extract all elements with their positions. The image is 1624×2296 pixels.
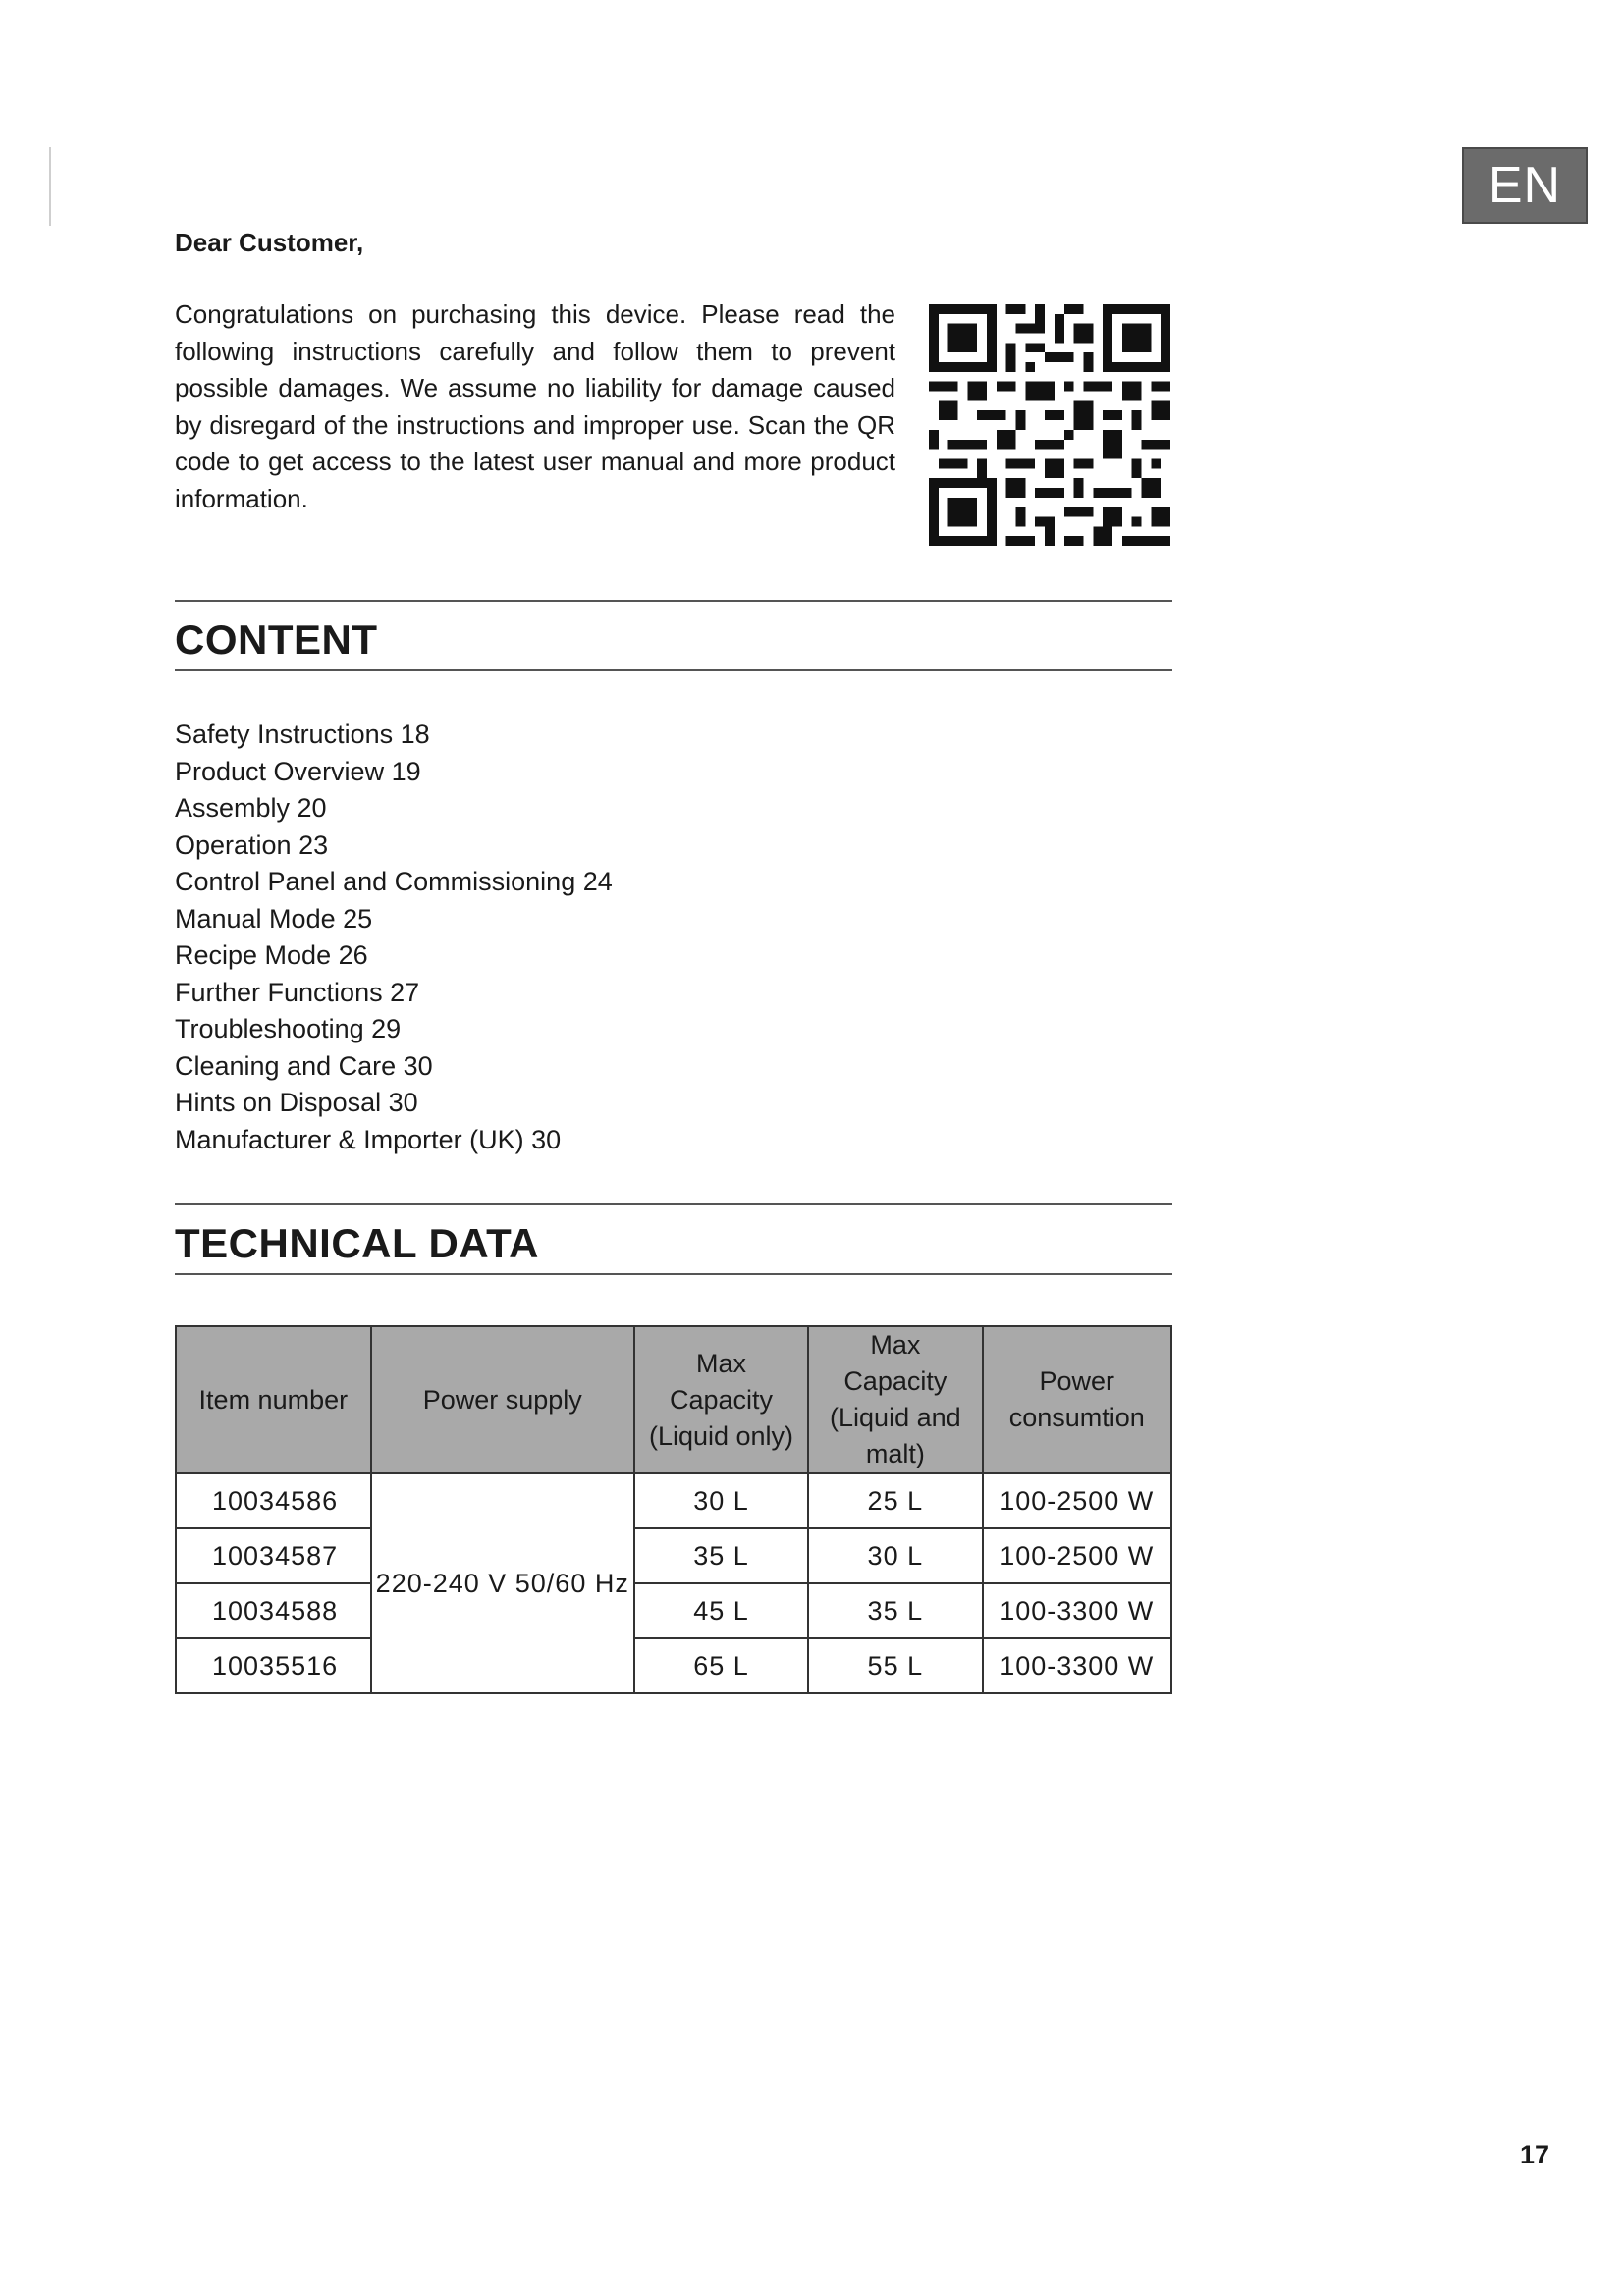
content-bottom-rule [175,669,1172,671]
techdata-title: TECHNICAL DATA [175,1220,539,1266]
toc-item[interactable]: Recipe Mode 26 [175,940,368,970]
toc-item[interactable]: Further Functions 27 [175,977,420,1007]
capacity-liquid-cell: 35 L [634,1528,808,1583]
header-power-consumption: Power consumtion [983,1326,1172,1473]
toc-item[interactable]: Manual Mode 25 [175,903,373,934]
header-item-number: Item number [176,1326,371,1473]
intro-paragraph: Congratulations on purchasing this device. Please read the following instructions carefully and follow them to prevent possible damages. We assume no liability for damage caused by disregard of the instructions and improper use. Scan the QR code to get access to the latest user manual and more product information. [175,299,895,513]
margin-mark [49,147,51,226]
capacity-malt-cell: 55 L [808,1638,982,1693]
technical-data-table [175,1325,1172,1694]
header-max-capacity-liquid-malt: Max Capacity (Liquid and malt) [808,1326,982,1473]
toc-item[interactable]: Safety Instructions 18 [175,720,430,749]
page-number: 17 [1520,2140,1550,2169]
language-badge: EN [1462,147,1588,224]
table-header-row [176,1326,1171,1473]
table-row [176,1528,1171,1583]
capacity-liquid-cell: 65 L [634,1638,808,1693]
toc-item[interactable]: Product Overview 19 [175,756,421,786]
power-consumption-cell: 100-2500 W [983,1473,1172,1528]
item-number-cell: 10034588 [176,1583,371,1638]
item-number-cell: 10034586 [176,1473,371,1528]
table-row [176,1473,1171,1528]
content-top-rule [175,600,1172,602]
content-title: CONTENT [175,616,378,663]
techdata-bottom-rule [175,1273,1172,1275]
capacity-malt-cell: 35 L [808,1583,982,1638]
toc-item[interactable]: Manufacturer & Importer (UK) 30 [175,1124,562,1154]
capacity-liquid-cell: 30 L [634,1473,808,1528]
toc-item[interactable]: Cleaning and Care 30 [175,1050,433,1081]
toc-item[interactable]: Operation 23 [175,829,329,860]
table-row [176,1638,1171,1693]
power-consumption-cell: 100-3300 W [983,1638,1172,1693]
capacity-liquid-cell: 45 L [634,1583,808,1638]
power-consumption-cell: 100-3300 W [983,1583,1172,1638]
toc-item[interactable]: Hints on Disposal 30 [175,1088,418,1117]
table-row [176,1583,1171,1638]
toc-item[interactable]: Control Panel and Commissioning 24 [175,867,613,896]
qr-code-icon[interactable] [929,304,1170,546]
toc-item[interactable]: Assembly 20 [175,793,327,823]
greeting: Dear Customer, [175,228,364,257]
power-supply-cell: 220-240 V 50/60 Hz [371,1473,634,1693]
techdata-top-rule [175,1203,1172,1205]
header-power-supply: Power supply [371,1326,634,1473]
capacity-malt-cell: 30 L [808,1528,982,1583]
item-number-cell: 10034587 [176,1528,371,1583]
power-consumption-cell: 100-2500 W [983,1528,1172,1583]
item-number-cell: 10035516 [176,1638,371,1693]
capacity-malt-cell: 25 L [808,1473,982,1528]
header-max-capacity-liquid: Max Capacity (Liquid only) [634,1326,808,1473]
table-of-contents [175,717,613,1158]
toc-item[interactable]: Troubleshooting 29 [175,1014,402,1043]
